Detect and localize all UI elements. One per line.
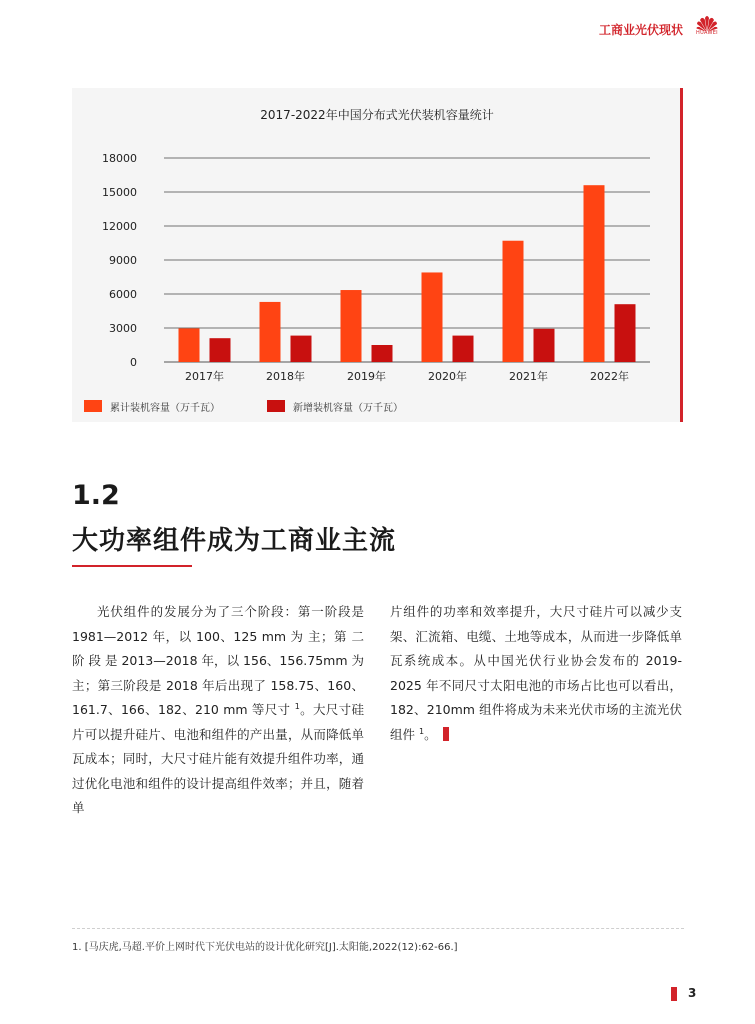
header-title: 工商业光伏现状	[598, 23, 683, 37]
footnote: 1. [马庆虎,马超.平价上网时代下光伏电站的设计优化研究[J].太阳能,2022(12):62-66.]	[72, 942, 458, 953]
chart-panel	[72, 88, 682, 422]
bar-new	[615, 304, 636, 362]
body-left-text: 光伏组件的发展分为了三个阶段：第一阶段是1981—2012 年，以 100、125 mm 为 主；第 二 阶 段 是 2013—2018 年，以 156、156.75mm 为主；第三阶段是 2018 年后出现了 158.75、160、161.7、166、182、210 mm 等尺寸	[72, 604, 364, 717]
bar-new	[534, 329, 555, 362]
x-tick-label: 2021年	[509, 370, 548, 383]
footnote-ref-right[interactable]: 1	[419, 726, 425, 736]
y-tick-label: 6000	[109, 288, 137, 301]
y-tick-label: 3000	[109, 322, 137, 335]
chart-accent-bar	[680, 88, 683, 422]
bar-cumulative	[260, 302, 281, 362]
legend-label-cumulative: 累计装机容量（万千瓦）	[110, 402, 220, 414]
section-divider	[72, 565, 192, 567]
bar-cumulative	[179, 328, 200, 362]
y-tick-label: 0	[130, 356, 137, 369]
body-left-text-after: 。大尺寸硅片可以提升硅片、电池和组件的产出量，从而降低单瓦成本；同时，大尺寸硅片能有效提升组件功率，通过优化电池和组件的设计提高组件效率；并且，随着单	[72, 702, 364, 815]
chart-title: 2017-2022年中国分布式光伏装机容量统计	[260, 108, 494, 122]
bar-new	[453, 336, 474, 362]
logo-text: HUAWEI	[696, 30, 718, 36]
body-text-right	[390, 600, 682, 747]
body-right-text-after: 。	[424, 726, 437, 742]
bar-cumulative	[584, 185, 605, 362]
section-title: 大功率组件成为工商业主流	[72, 526, 397, 556]
bar-cumulative	[341, 290, 362, 362]
x-tick-label: 2017年	[185, 370, 224, 383]
body-right-text: 片组件的功率和效率提升，大尺寸硅片可以减少支架、汇流箱、电缆、土地等成本，从而进一步降低单瓦系统成本。从中国光伏行业协会发布的 2019-2025 年不同尺寸太阳电池的市场占比也可以看出，182、210mm 组件将成为未来光伏市场的主流光伏组件	[390, 604, 682, 742]
y-tick-label: 12000	[102, 220, 137, 233]
footnote-divider	[72, 928, 684, 929]
x-tick-label: 2019年	[347, 370, 386, 383]
legend-item-cumulative	[84, 398, 220, 414]
y-tick-label: 9000	[109, 254, 137, 267]
bar-chart	[72, 88, 682, 398]
legend-swatch-cumulative	[84, 400, 102, 412]
bar-new	[210, 338, 231, 362]
y-tick-label: 15000	[102, 186, 137, 199]
legend-swatch-new	[267, 400, 285, 412]
footnote-ref-left[interactable]: 1	[294, 701, 300, 711]
bar-cumulative	[422, 272, 443, 362]
section-number: 1.2	[72, 480, 120, 511]
legend-item-new	[267, 398, 403, 414]
page-number: 3	[688, 986, 697, 1000]
body-text-left	[72, 600, 364, 821]
page-marker	[671, 987, 677, 1001]
x-tick-label: 2018年	[266, 370, 305, 383]
bar-new	[372, 345, 393, 362]
x-tick-label: 2022年	[590, 370, 629, 383]
huawei-logo	[693, 14, 721, 46]
bar-cumulative	[503, 241, 524, 362]
end-mark	[443, 727, 449, 741]
y-tick-label: 18000	[102, 152, 137, 165]
legend-label-new: 新增装机容量（万千瓦）	[293, 402, 403, 414]
x-tick-label: 2020年	[428, 370, 467, 383]
bar-new	[291, 336, 312, 362]
